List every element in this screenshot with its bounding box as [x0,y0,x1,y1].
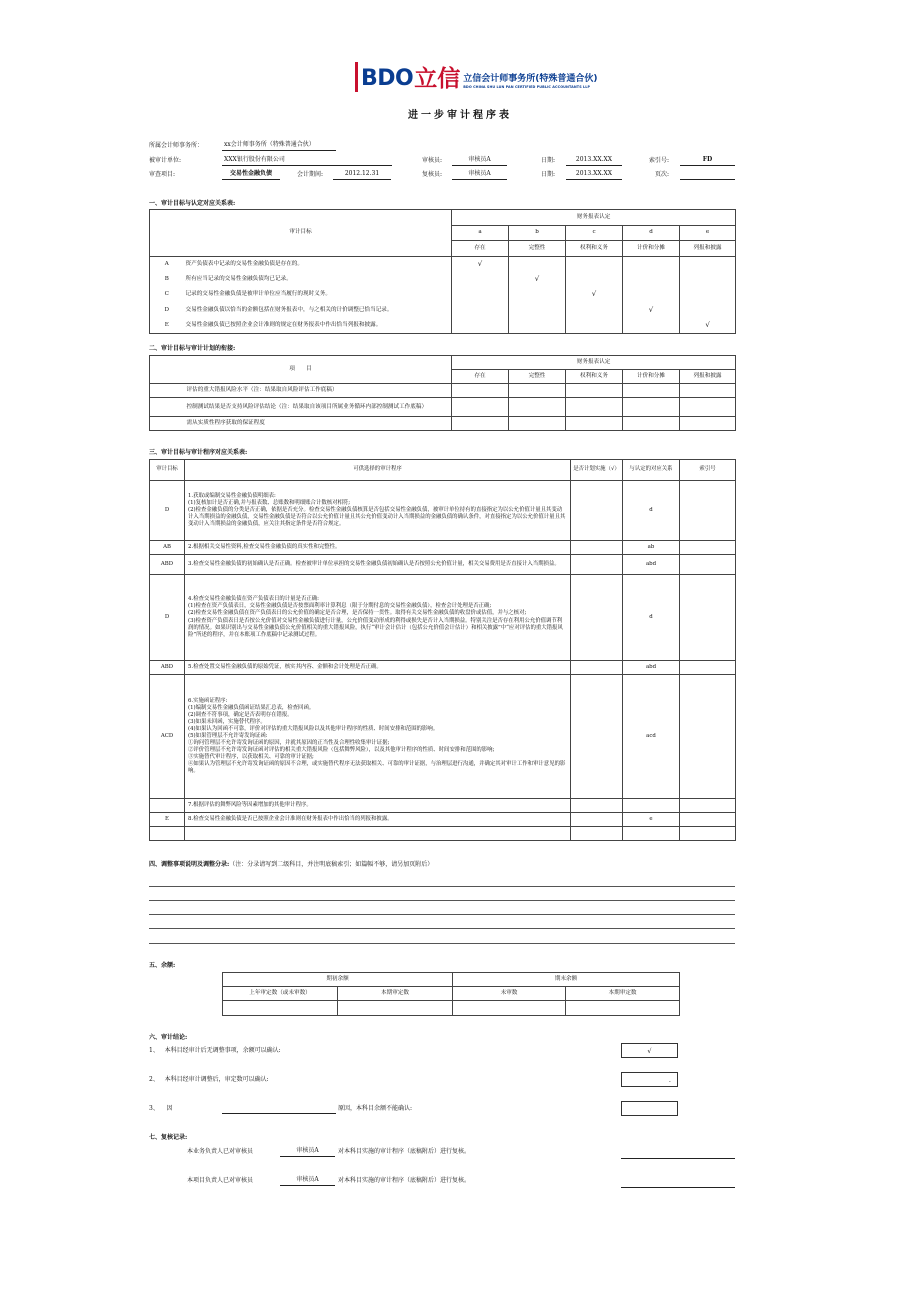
section4-title [149,861,433,869]
col-item-header: 项 目 [150,356,452,384]
adjustment-line[interactable] [149,914,735,915]
procedure-plan-cell[interactable] [571,675,623,799]
conclusion-text: 本科目经审计调整后，审定数可以确认: [164,1076,269,1083]
col-group-header: 财务报表认定 [452,210,736,226]
section6-title: 六、审计结论: [149,1034,188,1041]
conclusion-text: 本科目经审计后无调整事项，余额可以确认: [164,1047,281,1054]
page-value[interactable] [680,170,735,180]
col-target-header: 审计目标 [150,460,185,481]
page-title: 进一步审计程序表 [408,110,512,121]
recheck-label: 复核员: [422,171,443,178]
procedure-relation: abd [623,555,680,575]
procedure-line: 4.检查交易性金融负债在资产负债表日的计量是否正确: [188,596,319,603]
tick-cell [566,303,623,319]
procedure-plan-cell[interactable] [571,575,623,661]
recheck-value[interactable]: 审核员A [452,170,507,180]
procedure-row [150,541,736,555]
procedure-target [150,799,185,813]
procedure-plan-cell[interactable] [571,661,623,675]
conclusion-3 [149,1105,172,1113]
period-value[interactable]: 2012.12.31 [333,170,391,180]
section2-title: 二、审计目标与审计计划的衔接: [149,345,236,352]
logo-firm-cn: 立信会计师事务所(特殊普通合伙) [463,74,598,84]
item-label: 审查项目: [149,171,176,178]
procedure-row [150,675,736,799]
procedure-row [150,481,736,541]
tick-cell: √ [509,272,566,288]
procedure-relation: d [623,481,680,541]
plan-row: 控制测试结果是否支持风险评估结论（注：结果取自该项目所属业务循环内部控制测试工作底稿） [185,398,452,417]
procedure-line: 8.检查交易性金融负债是否已按照企业会计准则在财务报表中作出恰当的列报和披露。 [188,815,393,822]
assertion-completeness: 完整性 [509,241,566,257]
adjustment-line[interactable] [149,886,735,887]
assertion-disclosure: 列报和披露 [680,241,736,257]
assertion-existence: 存在 [452,370,509,384]
date-label: 日期: [541,157,556,164]
index-value[interactable]: FD [680,156,735,166]
tick-cell [680,256,736,272]
tick-cell: √ [680,318,736,334]
date-value[interactable]: 2013.XX.XX [566,156,622,166]
conclusion-no: 2、 [149,1076,159,1083]
procedure-line: (5)如果管理层不允许寄发询证函: [188,732,268,739]
procedure-line: (1)检查在资产负债表日，交易性金融负债是否按票面利率计算利息（限于分期付息的交易性金融负债），检查会计处理是否正确; [188,603,492,610]
logo-lixin: 立信 [414,65,461,92]
procedure-text [185,813,571,827]
logo-firm-en: BDO CHINA SHU LUN PAN CERTIFIED PUBLIC ACCOUNTANTS LLP [463,85,591,89]
tick-cell [452,272,509,288]
firm-value[interactable]: xx会计师事务所（特殊普通合伙） [222,141,336,151]
procedure-text [185,827,571,841]
section7-title: 七、复核记录: [149,1134,188,1141]
letter-d: d [623,225,680,241]
procedure-line: ②评价管理层不允许寄发询证函对评估的相关重大错报风险（包括舞弊风险），以及其他审计程序的性质、时间安排和范围的影响; [188,747,495,754]
tick-cell [509,287,566,303]
procedure-table [149,459,736,841]
assertion-valuation: 计价和分摊 [623,370,680,384]
procedure-relation: e [623,813,680,827]
procedure-line: 1.获取或编制交易性金融负债明细表: [188,492,276,499]
procedure-plan-cell[interactable] [571,555,623,575]
tick-cell: √ [452,256,509,272]
procedure-line: ③实施替代审计程序，以获取相关、可靠的审计证据; [188,754,314,761]
row-code: C [150,287,184,303]
col-rel-header: 与认定的对应关系 [623,460,680,481]
assertion-existence: 存在 [452,241,509,257]
procedure-line: ①询问管理层不允许寄发询证函的原因，并就其原因的正当性及合理性收集审计证据; [188,740,390,746]
procedure-index-cell[interactable] [680,661,736,675]
row-code: B [150,272,184,288]
procedure-text [185,575,571,661]
procedure-line: (3)检查资产负债表日是否按公允价值对交易性金融负债进行计量，公允价值变动形成的利得或损失是否计入当期损益。特别关注是否存在利用公允价值调节利润的情况。如果识别出与交易性金融负债公允价值相关的重大错报风险，执行“审计会计估计（包括公允价值会计估计）和相关披露”中“应对评估的重大错报风险”所述的程序，并在本账项工作底稿中记录测试过程。 [188,617,563,638]
conclusion-2 [149,1076,269,1084]
procedure-relation [623,799,680,813]
procedure-line: (1)编制交易性金融负债函证结果汇总表，检查回函。 [188,704,315,711]
logo-brand: BDO [361,66,414,91]
assertion-table [149,209,736,334]
procedure-text [185,555,571,575]
review-signature[interactable] [621,1178,735,1188]
procedure-plan-cell[interactable] [571,813,623,827]
procedure-text [185,675,571,799]
reason-field[interactable] [222,1104,336,1114]
procedure-index-cell[interactable] [680,555,736,575]
procedure-line: ④如果认为管理层不允许寄发询证函的原因不合理，或实施替代程序无法获取相关、可靠的审计证据，与治理层进行沟通，并确定其对审计工作和审计意见的影响。 [188,761,566,775]
procedure-row [150,799,736,813]
letter-a: a [452,225,509,241]
balance-table [222,972,680,1016]
procedure-target: D [150,481,185,541]
logo-bar-icon [355,62,358,92]
row-text: 交易性金融负债已按照企业会计准则的规定在财务报表中作出恰当列报和披露。 [184,318,452,334]
section4-note: （注：分录请写到二级科目，并注明底稿索引；如篇幅不够，请另加页附后） [229,861,434,868]
procedure-target: ABD [150,661,185,675]
col-target-header: 审计目标 [150,210,452,257]
item-value[interactable]: 交易性金融负债 [222,170,280,180]
firm-label: 所属会计师事务所： [149,142,204,149]
procedure-line: 2.根据相关交易性资料,检查交易性金融负债的真实性和完整性。 [188,543,341,550]
conclusion-box[interactable] [621,1101,678,1116]
procedure-index-cell[interactable] [680,675,736,799]
review-name[interactable]: 审核员A [280,1176,335,1186]
procedure-line: (4)如果认为回函不可靠，评价对评估的重大错报风险以及其他审计程序的性质、时间安排和范围的影响。 [188,725,439,732]
period-label: 会计期间: [297,171,324,178]
tick-cell [680,303,736,319]
assertion-rights: 权利和义务 [566,241,623,257]
procedure-index-cell[interactable] [680,813,736,827]
row-text: 记录的交易性金融负债是被审计单位应当履行的现时义务。 [184,287,452,303]
col-group-header: 财务报表认定 [452,356,736,370]
review-pre: 本项目负责人已对审核员 [187,1177,254,1184]
procedure-index-cell[interactable] [680,799,736,813]
procedure-row [150,827,736,841]
procedure-target [150,827,185,841]
review-signature[interactable] [621,1149,735,1159]
procedure-text [185,799,571,813]
row-text: 交易性金融负债以恰当的金额包括在财务报表中，与之相关的计价调整已恰当记录。 [184,303,452,319]
review-pre: 本业务负责人已对审核员 [187,1148,254,1155]
bdo-logo [355,58,597,92]
procedure-relation: abd [623,661,680,675]
conclusion-box[interactable]: . [621,1072,678,1087]
procedure-target: AB [150,541,185,555]
assertion-rights: 权利和义务 [566,370,623,384]
procedure-line: (2)调查不符事项，确定是否表明存在错报。 [188,711,293,718]
conclusion-1 [149,1047,281,1055]
procedure-line: 7.根据评估的舞弊风险等因素增加的其他审计程序。 [188,801,312,808]
unit-label: 被审计单位: [149,157,182,164]
letter-b: b [509,225,566,241]
section3-title: 三、审计目标与审计程序对应关系表: [149,449,248,456]
plan-table [149,355,736,431]
index-label: 索引号: [649,157,670,164]
procedure-plan-cell[interactable] [571,481,623,541]
plan-row: 需从实质性程序获取的保证程度 [185,417,452,431]
plan-row: 评估的重大错报风险水平（注：结果取自风险评估工作底稿） [185,384,452,398]
procedure-index-cell[interactable] [680,575,736,661]
conclusion-no: 3、 [149,1105,159,1112]
tick-cell [509,256,566,272]
conclusion-box[interactable]: √ [621,1043,678,1058]
procedure-line: 5.检查处置交易性金融负债的原始凭证，核实其内容、金额和会计处理是否正确。 [188,663,382,670]
procedure-index-cell[interactable] [680,827,736,841]
tick-cell: √ [566,287,623,303]
tick-cell [680,272,736,288]
procedure-line: (2)检查交易性金融负债在资产负债表日的公允价值的确定是否合理，是否保持一贯性。取得有关交易性金融负债的收盘价或估值，并与之核对; [188,610,527,617]
row-code: A [150,256,184,272]
procedure-line: (2)检查金融负债的分类是否正确，依据是否充分。检查交易性金融负债核算是否包括交易性金融负债，被审计单位持有的直接指定为以公允价值计量且其变动计入当期损益的金融负债，交易性金融负债是否符合以公允价值计量且其公允价值变动计入当期损益的金融负债的确认条件，对直接指定为以公允价值计量且其变动计入当期损益的金融负债，应关注其指定条件是否符合规定。 [188,506,566,528]
balance-col: 上年审定数（或未审数） [223,987,338,1001]
section4-title-text: 四、调整事项说明及调整分录: [149,861,230,868]
tick-cell [452,287,509,303]
procedure-row [150,661,736,675]
tick-cell: √ [623,303,680,319]
assertion-completeness: 完整性 [509,370,566,384]
adjustment-line[interactable] [149,900,735,901]
tick-cell [566,272,623,288]
procedure-line: 6.实施函证程序: [188,697,228,704]
adjustment-line[interactable] [149,928,735,929]
review-post: 对本科目实施的审计程序（底稿附后）进行复核。 [338,1148,471,1155]
adjustment-line[interactable] [149,943,735,944]
opening-header: 期初余额 [223,973,453,987]
letter-c: c [566,225,623,241]
row-code: D [150,303,184,319]
tick-cell [452,303,509,319]
procedure-target: E [150,813,185,827]
section1-title: 一、审计目标与认定对应关系表: [149,200,236,207]
tick-cell [623,256,680,272]
procedure-row [150,813,736,827]
tick-cell [623,272,680,288]
row-text: 资产负债表中记录的交易性金融负债是存在的。 [184,256,452,272]
unit-value[interactable]: XXX银行股份有限公司 [222,156,392,166]
reviewer-label: 审核员: [422,157,443,164]
balance-cell[interactable] [338,1001,453,1016]
procedure-relation: d [623,575,680,661]
procedure-plan-cell[interactable] [571,541,623,555]
letter-e: e [680,225,736,241]
reviewer-value[interactable]: 审核员A [452,156,507,166]
date2-value[interactable]: 2013.XX.XX [566,170,622,180]
row-code: E [150,318,184,334]
procedure-text [185,481,571,541]
procedure-line: (3)如果未回函，实施替代程序。 [188,718,266,725]
procedure-target: ACD [150,675,185,799]
balance-col: 本期审定数 [566,987,680,1001]
procedure-relation: acd [623,675,680,799]
conclusion-pre: 因 [166,1105,173,1112]
procedure-plan-cell[interactable] [571,799,623,813]
review-name[interactable]: 审核员A [280,1147,335,1157]
procedure-relation: ab [623,541,680,555]
balance-col: 本期审定数 [338,987,453,1001]
assertion-valuation: 计价和分摊 [623,241,680,257]
procedure-row [150,575,736,661]
tick-cell [623,318,680,334]
procedure-text [185,541,571,555]
conclusion-3-text: 原因，本科目余额不能确认: [338,1105,413,1112]
tick-cell [566,256,623,272]
tick-cell [452,318,509,334]
row-text: 所有应当记录的交易性金融负债均已记录。 [184,272,452,288]
closing-header: 期末余额 [453,973,680,987]
tick-cell [566,318,623,334]
procedure-index-cell[interactable] [680,541,736,555]
balance-col: 未审数 [453,987,566,1001]
review-post: 对本科目实施的审计程序（底稿附后）进行复核。 [338,1177,471,1184]
tick-cell [509,303,566,319]
procedure-row [150,555,736,575]
page-label: 页次: [655,171,670,178]
procedure-line: 3.检查交易性金融负债的初始确认是否正确。检查被审计单位承担的交易性金融负债初始确认是否按照公允价值计量，相关交易费用是否直接计入当期损益。 [188,560,560,567]
procedure-target: ABD [150,555,185,575]
balance-cell[interactable] [223,1001,338,1016]
procedure-index-cell[interactable] [680,481,736,541]
balance-cell[interactable] [566,1001,680,1016]
col-plan-header: 是否计划实施（√） [571,460,623,481]
col-proc-header: 可供选择的审计程序 [185,460,571,481]
date2-label: 日期: [541,171,556,178]
col-index-header: 索引号 [680,460,736,481]
procedure-text [185,661,571,675]
tick-cell [623,287,680,303]
balance-cell[interactable] [453,1001,566,1016]
procedure-plan-cell[interactable] [571,827,623,841]
assertion-disclosure: 列报和披露 [680,370,736,384]
section5-title: 五、余额: [149,962,176,969]
tick-cell [509,318,566,334]
procedure-line: (1)复核加计是否正确,并与报表数、总账数和明细账合计数核对相符; [188,499,351,506]
conclusion-no: 1、 [149,1047,159,1054]
tick-cell [680,287,736,303]
procedure-relation [623,827,680,841]
procedure-target: D [150,575,185,661]
